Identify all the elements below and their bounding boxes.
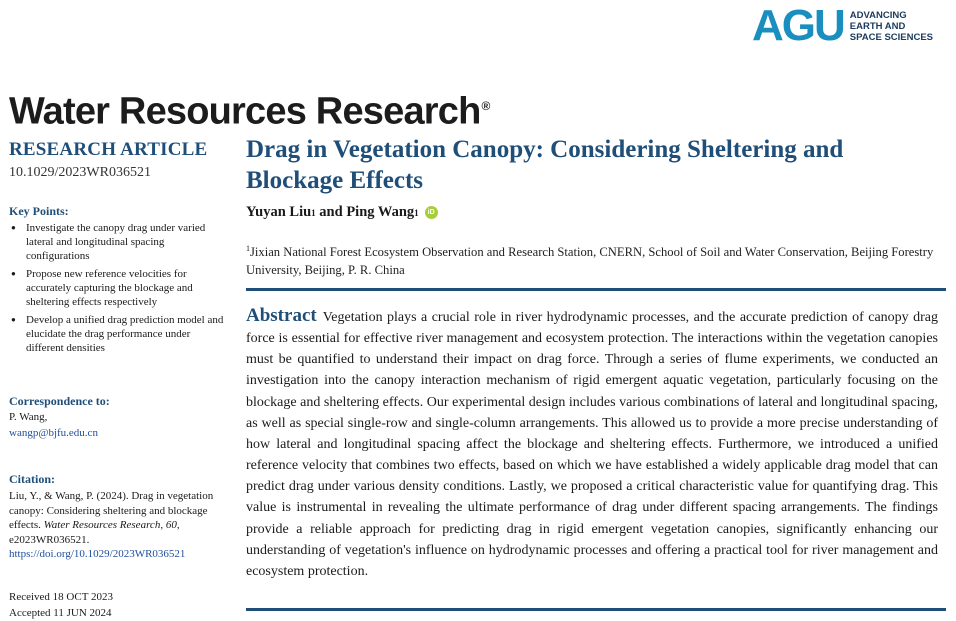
author-conjunction: and bbox=[315, 204, 347, 220]
orcid-icon[interactable]: iD bbox=[425, 206, 438, 219]
registered-mark: ® bbox=[481, 99, 490, 113]
agu-logo-mark: AGU bbox=[752, 1, 844, 50]
citation-authors-title: Liu, Y., & Wang, P. (2024). Drag in vegetation canopy: Considering sheltering and blockage effects. bbox=[9, 490, 214, 531]
author-line bbox=[246, 204, 438, 221]
correspondence-email-link[interactable]: wangp@bjfu.edu.cn bbox=[9, 427, 98, 439]
key-points-list bbox=[9, 221, 224, 359]
article-type: RESEARCH ARTICLE bbox=[9, 139, 208, 160]
key-point-item: ● Propose new reference velocities for accurately capturing the blockage and sheltering effects respectively bbox=[9, 267, 224, 309]
key-point-item: ● Investigate the canopy drag under varied lateral and longitudinal spacing configurations bbox=[9, 221, 224, 263]
author-affiliation-sup: 1 bbox=[311, 207, 316, 218]
abstract bbox=[246, 305, 938, 582]
affiliation bbox=[246, 240, 936, 279]
article-doi: 10.1029/2023WR036521 bbox=[9, 165, 151, 180]
correspondence-heading: Correspondence to: bbox=[9, 394, 110, 408]
abstract-bottom-rule bbox=[246, 608, 946, 611]
agu-tagline-line-1: ADVANCING bbox=[849, 9, 907, 21]
citation-heading: Citation: bbox=[9, 472, 55, 486]
citation-journal: Water Resources Research bbox=[43, 519, 161, 531]
article-title: Drag in Vegetation Canopy: Considering Sheltering and Blockage Effects bbox=[246, 136, 844, 194]
abstract-top-rule bbox=[246, 288, 946, 291]
author-name[interactable]: Yuyan Liu bbox=[246, 204, 312, 220]
citation-text bbox=[9, 489, 221, 562]
abstract-heading: Abstract bbox=[246, 305, 317, 326]
key-points-heading: Key Points: bbox=[9, 204, 69, 218]
citation-article-number: , e2023WR036521. bbox=[9, 519, 180, 546]
journal-name: Water Resources Research bbox=[9, 90, 481, 133]
agu-tagline-line-3: SPACE SCIENCES bbox=[849, 31, 934, 43]
author-affiliation-sup: 1 bbox=[414, 207, 419, 218]
agu-tagline-line-2: EARTH AND bbox=[849, 20, 906, 32]
agu-tagline bbox=[850, 10, 933, 43]
citation-separator: , bbox=[160, 519, 166, 531]
key-point-item: ● Develop a unified drag prediction model and elucidate the drag performance under different densities bbox=[9, 313, 224, 355]
citation-volume: 60 bbox=[165, 519, 177, 531]
journal-title bbox=[9, 84, 490, 134]
author-name[interactable]: Ping Wang bbox=[346, 204, 415, 220]
left-sidebar bbox=[9, 138, 224, 619]
article-dates bbox=[9, 589, 113, 621]
agu-logo bbox=[752, 1, 948, 50]
citation-doi-link[interactable]: https://doi.org/10.1029/2023WR036521 bbox=[9, 548, 186, 560]
received-date: Received 18 OCT 2023 bbox=[9, 591, 113, 603]
correspondence-name: P. Wang, bbox=[9, 411, 48, 423]
accepted-date: Accepted 11 JUN 2024 bbox=[9, 607, 112, 619]
abstract-text: Vegetation plays a crucial role in river hydrodynamic processes, and the accurate prediction of canopy drag force is essential for effective river management and ecosystem protection. The interactions within the vegetation canopies must be quantified to understand their impact on drag force. Through a series of flume experiments, we conducted an investigation into the canopy interaction mechanism of rigid emergent aquatic vegetation, particularly focusing on the blockage and sheltering effects. Our experimental design includes various combinations of lateral and longitudinal spacing, as well as special single-row and single-column arrangements. This allowed us to provide a more precise understanding of how lateral and longitudinal spacing affect the blockage and sheltering effects. Furthermore, we introduced a unified reference velocity that combines two effects, based on which we have established a widely applicable drag model that can predict drag under various density conditions. Lastly, we proposed a critical characteristic value for quantifying drag. This value is instrumental in revealing the ultimate performance of drag under different spacing arrangements. The findings provide a reliable approach for predicting drag in rigid emergent vegetation canopies, significantly enhancing our understanding of vegetation's influence on hydrodynamic processes and offering a practical tool for river management and ecosystem protection. bbox=[246, 310, 938, 579]
affiliation-sup: 1 bbox=[246, 244, 250, 253]
affiliation-text: Jixian National Forest Ecosystem Observation and Research Station, CNERN, School of Soil and Water Conservation, Beijing Forestry University, Beijing, P. R. China bbox=[246, 245, 934, 278]
